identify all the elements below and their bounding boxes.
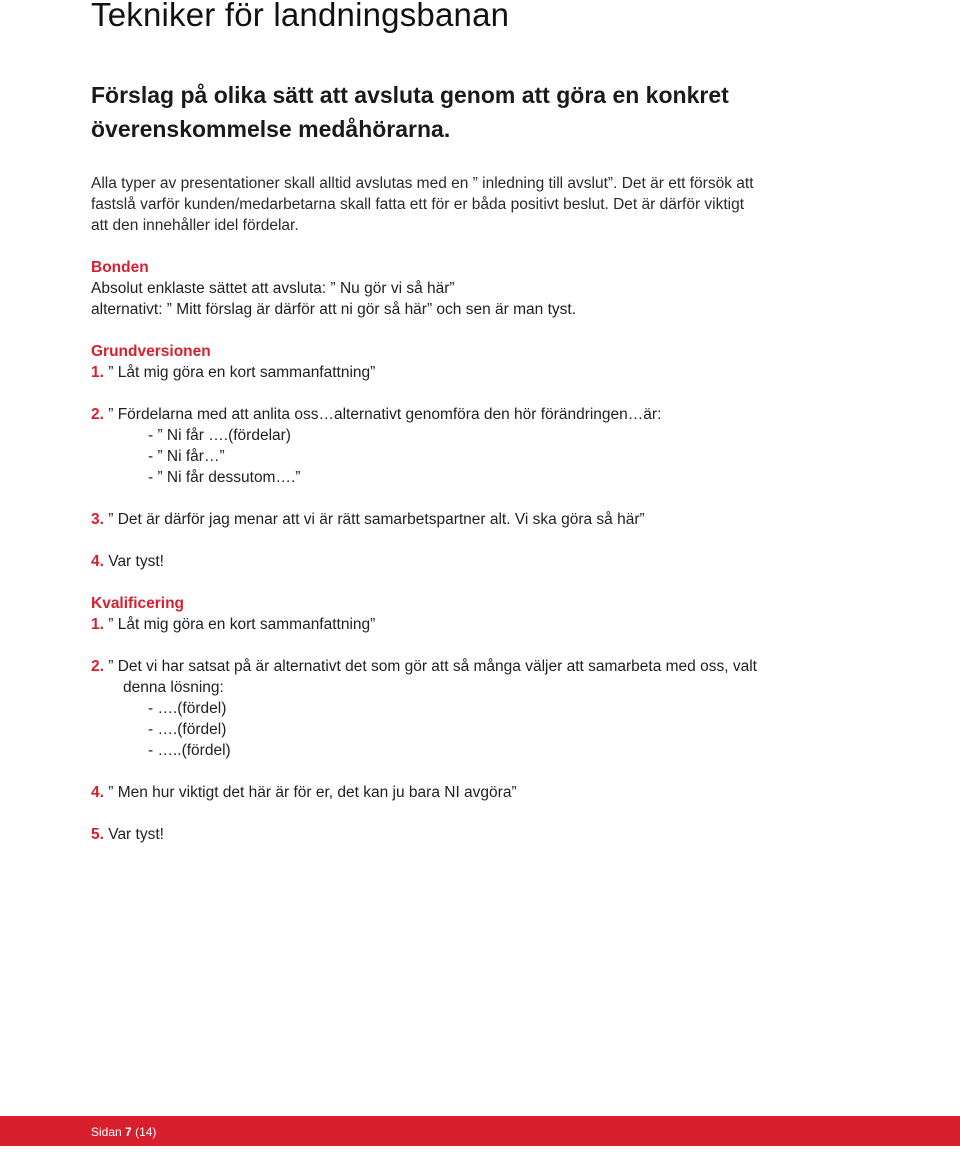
list-item-text [91,551,791,572]
list-item-text [91,824,791,845]
list-item [91,656,791,761]
list-item [91,614,791,635]
sub-item: - ….(fördel) [148,721,227,738]
bonden-line: alternativt: ” Mitt förslag är därför att ni gör så här” och sen är man tyst. [91,301,576,318]
footer-bar [0,1116,960,1146]
grundversionen-list [91,362,791,572]
intro-line: fastslå varför kunden/medarbetarna skall fatta ett för er båda positivt beslut. Det är därför viktigt [91,196,745,213]
list-item-text [91,782,791,803]
list-item-number: 5. [91,826,104,843]
sub-item: - ….(fördel) [148,700,227,717]
list-item-body: ” Fördelarna med att anlita oss…alternativt genomföra den hör förändringen…är: [108,406,662,423]
list-item-body: Var tyst! [108,826,164,843]
list-item-number: 1. [91,364,104,381]
list-item-body: Var tyst! [108,553,164,570]
page-title: Tekniker för landningsbanan [91,0,510,33]
list-item-number: 1. [91,616,104,633]
subheading: Förslag på olika sätt att avsluta genom att göra en konkret överenskommelse medåhörarna. [91,82,729,142]
list-item-text [91,404,791,425]
sub-item: - …..(fördel) [148,742,231,759]
sub-item: - ” Ni får dessutom….” [148,469,301,486]
section-bonden [91,257,791,320]
list-item-number: 4. [91,784,104,801]
section-kvalificering [91,593,791,845]
section-grundversionen [91,341,791,572]
list-item-body: ” Det är därför jag menar att vi är rätt samarbetspartner alt. Vi ska göra så här” [108,511,645,528]
list-item-text [91,656,791,698]
kvalificering-list [91,614,791,845]
list-item-body: ” Det vi har satsat på är alternativt det som gör att så många väljer att samarbeta med oss, valt denna lösning: [108,658,757,696]
intro-line: Alla typer av presentationer skall alltid avslutas med en ” inledning till avslut”. Det är ett försök att [91,175,754,192]
list-item-body: ” Men hur viktigt det här är för er, det kan ju bara NI avgöra” [108,784,517,801]
sub-item: - ” Ni får ….(fördelar) [148,427,291,444]
sub-item: - ” Ni får…” [148,448,225,465]
page-number [91,1125,156,1139]
intro-line: att den innehåller idel fördelar. [91,217,299,234]
page-total: (14) [135,1125,157,1139]
section-heading-kvalificering: Kvalificering [91,595,185,612]
list-item-body: ” Låt mig göra en kort sammanfattning” [108,364,376,381]
list-item [91,362,791,383]
main-content [91,78,791,845]
bonden-line: Absolut enklaste sättet att avsluta: ” Nu gör vi så här” [91,280,455,297]
list-item [91,509,791,530]
list-item-text [91,614,791,635]
list-item-number: 3. [91,511,104,528]
list-item-text [91,509,791,530]
list-item [91,551,791,572]
intro-paragraph [91,173,791,236]
list-item [91,782,791,803]
list-item [91,404,791,488]
page-label: Sidan [91,1125,122,1139]
page-current: 7 [125,1125,132,1139]
list-item-number: 4. [91,553,104,570]
section-heading-bonden: Bonden [91,259,149,276]
list-item [91,824,791,845]
list-item-text [91,362,791,383]
section-heading-grundversionen: Grundversionen [91,343,211,360]
list-item-number: 2. [91,406,104,423]
list-item-body: ” Låt mig göra en kort sammanfattning” [108,616,376,633]
list-item-number: 2. [91,658,104,675]
